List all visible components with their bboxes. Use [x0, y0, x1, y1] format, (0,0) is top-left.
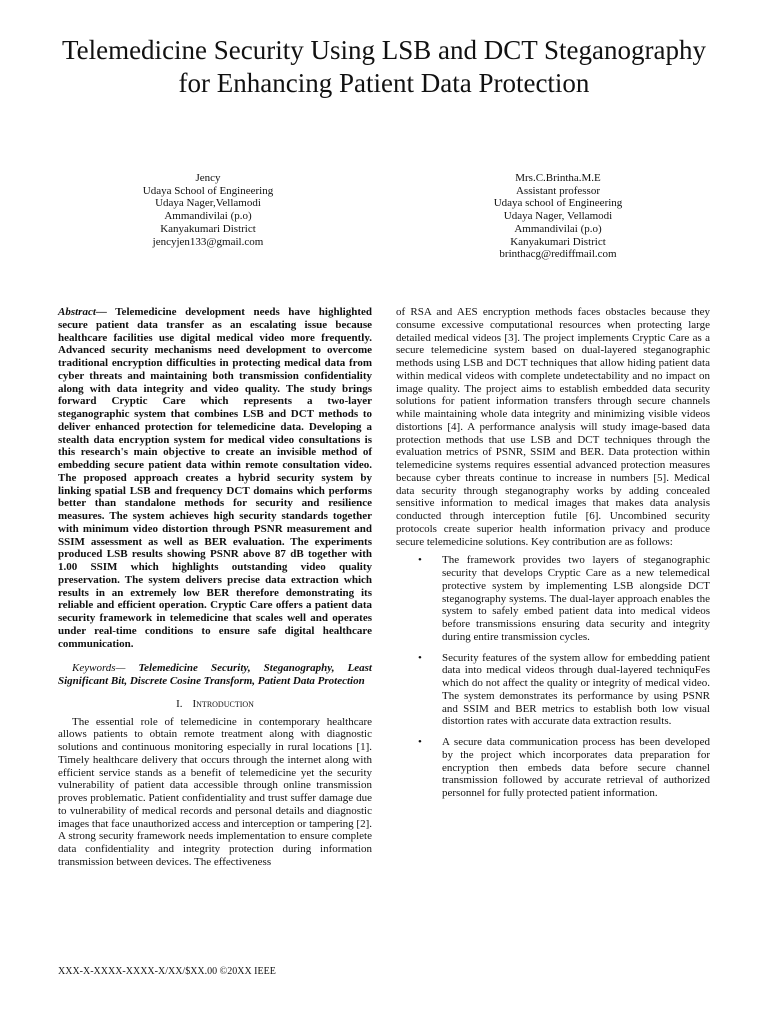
abstract — [58, 306, 372, 650]
author-address: Ammandivilai (p.o) — [164, 210, 252, 223]
author-name: Mrs.C.Brintha.M.E — [515, 172, 601, 184]
keywords-text: Telemedicine Security, Steganography, Least Significant Bit, Discrete Cosine Transform, Patient Data Protection — [58, 662, 372, 687]
left-column — [58, 306, 372, 869]
keywords — [58, 662, 372, 688]
intro-paragraph-continued: of RSA and AES encryption methods faces obstacles because they consume excessive computational resources when protecting large detailed medical videos [3]. The project implements Cryptic Care as a secure telemedicine system based on dual-layered steganographic methods using LSB and DCT techniques that allow hiding patient data within medical videos with complete undetectability and no impact on image quality. The project aims to establish embedded data security solutions for patient information transfers through secure channels while maintaining whole data integrity and minimizing visible videos distortions [4]. A performance analysis will study image-based data protection methods that use LSB and DCT techniques through the evaluation metrics of PSNR, SSIM and BER. Data protection within telemedicine systems requires essential advanced protection measures because cyber threats continue to increase in numbers [5]. Medical data security through steganography works by adding concealed sensitive information to medical images that makes data analysis conducted through interception futile [6]. Uncombined security protocols create superior health information privacy and produce secure telemedicine solutions. Key contribution are as follows: — [396, 306, 710, 548]
abstract-label: Abstract— — [58, 306, 107, 318]
section-heading-introduction — [58, 698, 372, 711]
abstract-text: Telemedicine development needs have highlighted secure patient data transfer as an escalating issue because healthcare facilities use digital medical video more frequently. Advanced security mechanisms need development to overcome traditional encryption difficulties in protecting medical data from cyber threats and maintaining both transmission confidentiality along with data integrity and video quality. The study brings forward Cryptic Care which represents a two-layer steganographic system that combines LSB and DCT methods to deliver enhanced protection for telemedicine data. Developing a stealth data encryption system for medical video consultations is this research's main objective to create an invisible method of embedding secure patient data within remote consultation video. The proposed approach creates a hybrid security system by linking spatial LSB and frequency DCT domains which performs better than standalone methods for security and resilience measures. The system achieves high security standards together with minimum video distortion through PSNR measurement and SSIM assessment as well as BER evaluation. The experiments produced LSB results showing PSNR above 87 dB together with 1.00 SSIM which highlights outstanding video quality preservation. The system delivers precise data extraction which results in an extremely low BER therefore demonstrating its reliable and efficient operation. Cryptic Care offers a patient data security framework in telemedicine that scales well and operates under real-time conditions to ensure safe digital healthcare communication. — [58, 306, 372, 650]
list-item-text: A secure data communication process has been developed by the project which incorporates data preparation for encryption then embeds data before secure channel transmission followed by accurate retrieval of authorized personnel for fully protected patient information. — [442, 736, 710, 799]
contribution-list — [396, 554, 710, 800]
bullet-icon: • — [418, 554, 422, 567]
copyright-footer: XXX-X-XXXX-XXXX-X/XX/$XX.00 ©20XX IEEE — [58, 966, 276, 977]
list-item — [418, 736, 710, 800]
intro-paragraph: The essential role of telemedicine in contemporary healthcare allows patients to obtain remote treatment along with diagnostic solutions and continuous monitoring especially in rural locations [1]. Timely healthcare delivery that occurs through the internet along with efficient service stands as a benefit of telemedicine yet the security vulnerability of patient data accessible through online transmission proves problematic. Patient confidentiality and trust suffer damage due to vulnerability of medical records and personal details and diagnostic images that face unauthorized access and interception or tampering [2]. A strong security framework needs implementation to ensure complete data confidentiality and integrity protection during information transmission between devices. The effectiveness — [58, 715, 372, 868]
author-affiliation: Udaya school of Engineering — [493, 197, 623, 210]
section-number: I. — [176, 697, 183, 710]
author-email: jencyjen133@gmail.com — [152, 235, 264, 248]
author-block-1 — [58, 172, 358, 248]
author-district: Kanyakumari District — [510, 235, 606, 248]
author-district: Kanyakumari District — [160, 222, 256, 235]
author-name: Jency — [195, 172, 221, 184]
list-item-text: The framework provides two layers of steganographic security that develops Cryptic Care as a new telemedical protective system by implementing LSB alongside DCT steganography systems. The dual-layer approach enables the system to safely embed patient data into medical videos before transmissions ensuring data security and integrity during entire transmission cycles. — [442, 554, 710, 643]
list-item — [418, 651, 710, 729]
author-address: Ammandivilai (p.o) — [514, 222, 602, 235]
author-block-2 — [408, 172, 708, 261]
author-email: brinthacg@rediffmail.com — [499, 248, 617, 261]
section-title-rest: ntroduction — [196, 697, 254, 710]
list-item-text: Security features of the system allow for embedding patient data into medical videos through dual-layered techniquFes which do not affect the quality or integrity of medical video. The system demonstrates its performance by using PSNR and SSIM and BER metrics to establish both low visual distortion rates with accurate data extraction results. — [442, 651, 710, 728]
keywords-label: Keywords— — [72, 662, 126, 675]
author-affiliation: Udaya School of Engineering — [142, 184, 274, 197]
list-item — [418, 554, 710, 643]
paper-title: Telemedicine Security Using LSB and DCT Steganography for Enhancing Patient Data Protection — [62, 35, 706, 98]
right-column — [396, 306, 710, 808]
author-address: Udaya Nager,Vellamodi — [155, 197, 261, 210]
bullet-icon: • — [418, 736, 422, 748]
author-position: Assistant professor — [515, 184, 601, 197]
section-title-initial: I — [192, 697, 197, 710]
author-address: Udaya Nager, Vellamodi — [503, 210, 613, 223]
bullet-icon: • — [418, 651, 422, 664]
